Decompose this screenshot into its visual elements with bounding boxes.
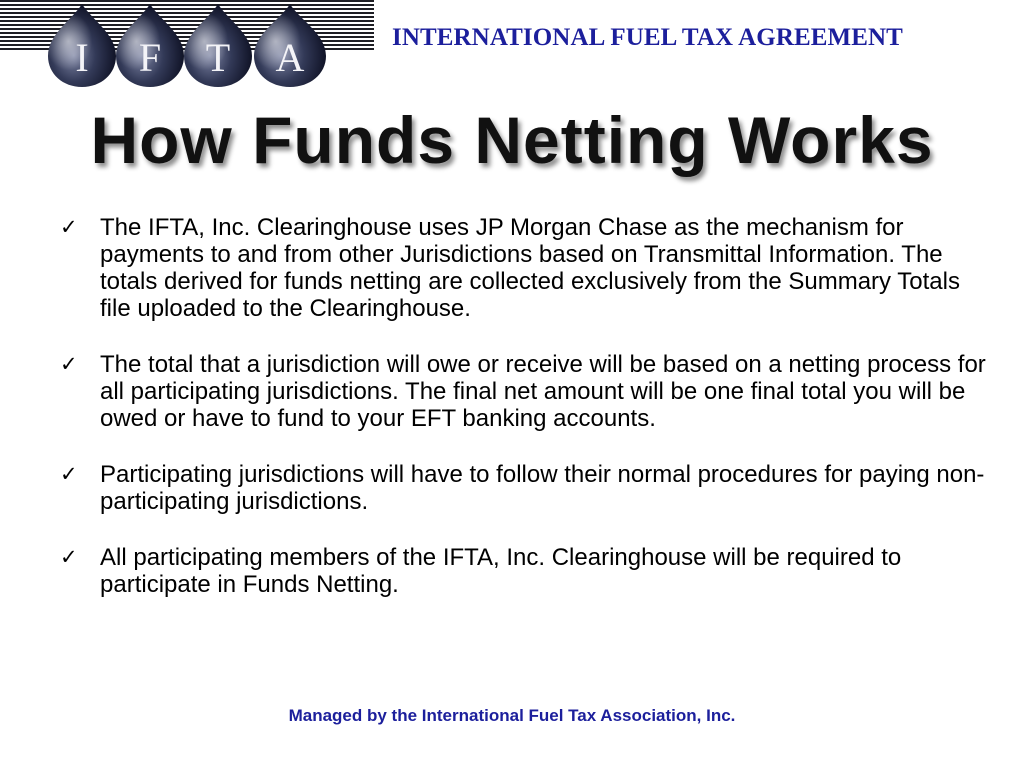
bullet-item [60,544,990,598]
logo-letter-i: I [75,35,89,80]
checkmark-icon: ✓ [60,545,78,569]
bullet-item [60,351,990,432]
checkmark-icon: ✓ [60,462,78,486]
logo-letter-t: T [205,35,231,80]
bullet-text: The IFTA, Inc. Clearinghouse uses JP Morgan Chase as the mechanism for payments to and from other Jurisdictions based on Transmittal Information. The totals derived for funds netting are collected exclusively from the Summary Totals file uploaded to the Clearinghouse. [100,214,960,322]
bullet-item [60,214,990,322]
checkmark-icon: ✓ [60,352,78,376]
bullet-text: Participating jurisdictions will have to follow their normal procedures for paying non-participating jurisdictions. [100,461,985,515]
bullet-list [60,214,990,627]
ifta-logo [0,0,380,90]
agreement-heading: INTERNATIONAL FUEL TAX AGREEMENT [392,24,903,51]
footer-text: Managed by the International Fuel Tax Association, Inc. [288,706,736,725]
checkmark-icon: ✓ [60,215,78,239]
slide-title: How Funds Netting Works [90,103,934,177]
bullet-text: The total that a jurisdiction will owe or receive will be based on a netting process for all participating jurisdictions. The final net amount will be one final total you will be owed or have to fund to your EFT banking accounts. [100,351,986,432]
bullet-item [60,461,990,515]
logo-letter-a: A [275,35,305,80]
ifta-logo-graphic [0,0,380,90]
logo-letter-f: F [138,35,162,80]
bullet-text: All participating members of the IFTA, Inc. Clearinghouse will be required to participate in Funds Netting. [100,544,902,598]
